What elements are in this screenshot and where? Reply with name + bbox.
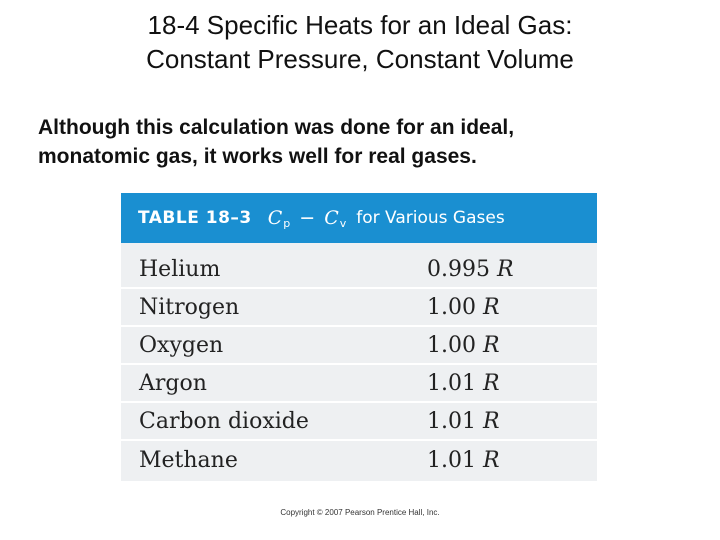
table-row [121,251,597,289]
table-row [121,403,597,441]
gas-name: Argon [139,370,207,396]
cp-subscript: p [283,216,291,230]
gas-value-unit: R [482,408,500,434]
gas-value-unit: R [482,447,500,473]
gas-value-number: 0.995 [427,256,490,282]
slide-title-line-2: Constant Pressure, Constant Volume [146,44,574,74]
gas-table [121,193,597,481]
table-row [121,365,597,403]
gas-value [427,333,500,358]
gas-name: Helium [139,256,221,282]
table-number: TABLE 18–3 [138,208,252,228]
table-row [121,441,597,479]
slide-title [0,8,720,76]
gas-value [427,257,514,282]
slide-body-line-2: monatomic gas, it works well for real gases. [38,145,477,168]
slide-body-line-1: Although this calculation was done for an ideal, [38,116,515,139]
gas-value-number: 1.00 [427,332,476,358]
cp-symbol: C [267,207,283,229]
gas-value-unit: R [482,370,500,396]
gas-value-number: 1.01 [427,370,476,396]
gas-name: Methane [139,447,238,473]
table-row [121,327,597,365]
gas-value-number: 1.00 [427,294,476,320]
minus-sign: − [299,207,316,229]
gas-value [427,409,500,434]
gas-value [427,295,500,320]
gas-value [427,371,500,396]
slide-title-line-1: 18-4 Specific Heats for an Ideal Gas: [147,10,573,40]
table-row [121,289,597,327]
gas-value-number: 1.01 [427,447,476,473]
gas-name: Oxygen [139,332,224,358]
gas-value-unit: R [482,294,500,320]
gas-value-unit: R [482,332,500,358]
table-caption [121,193,597,243]
gas-name: Carbon dioxide [139,408,309,434]
gas-value-number: 1.01 [427,408,476,434]
gas-name: Nitrogen [139,294,240,320]
gas-value-unit: R [496,256,514,282]
table-body [121,243,597,481]
cv-symbol: C [324,207,339,229]
gas-value [427,448,500,473]
copyright-notice: Copyright © 2007 Pearson Prentice Hall, Inc. [280,508,440,517]
cv-subscript: v [339,216,347,230]
table-caption-text: for Various Gases [356,208,505,228]
slide-body-text [38,113,708,171]
